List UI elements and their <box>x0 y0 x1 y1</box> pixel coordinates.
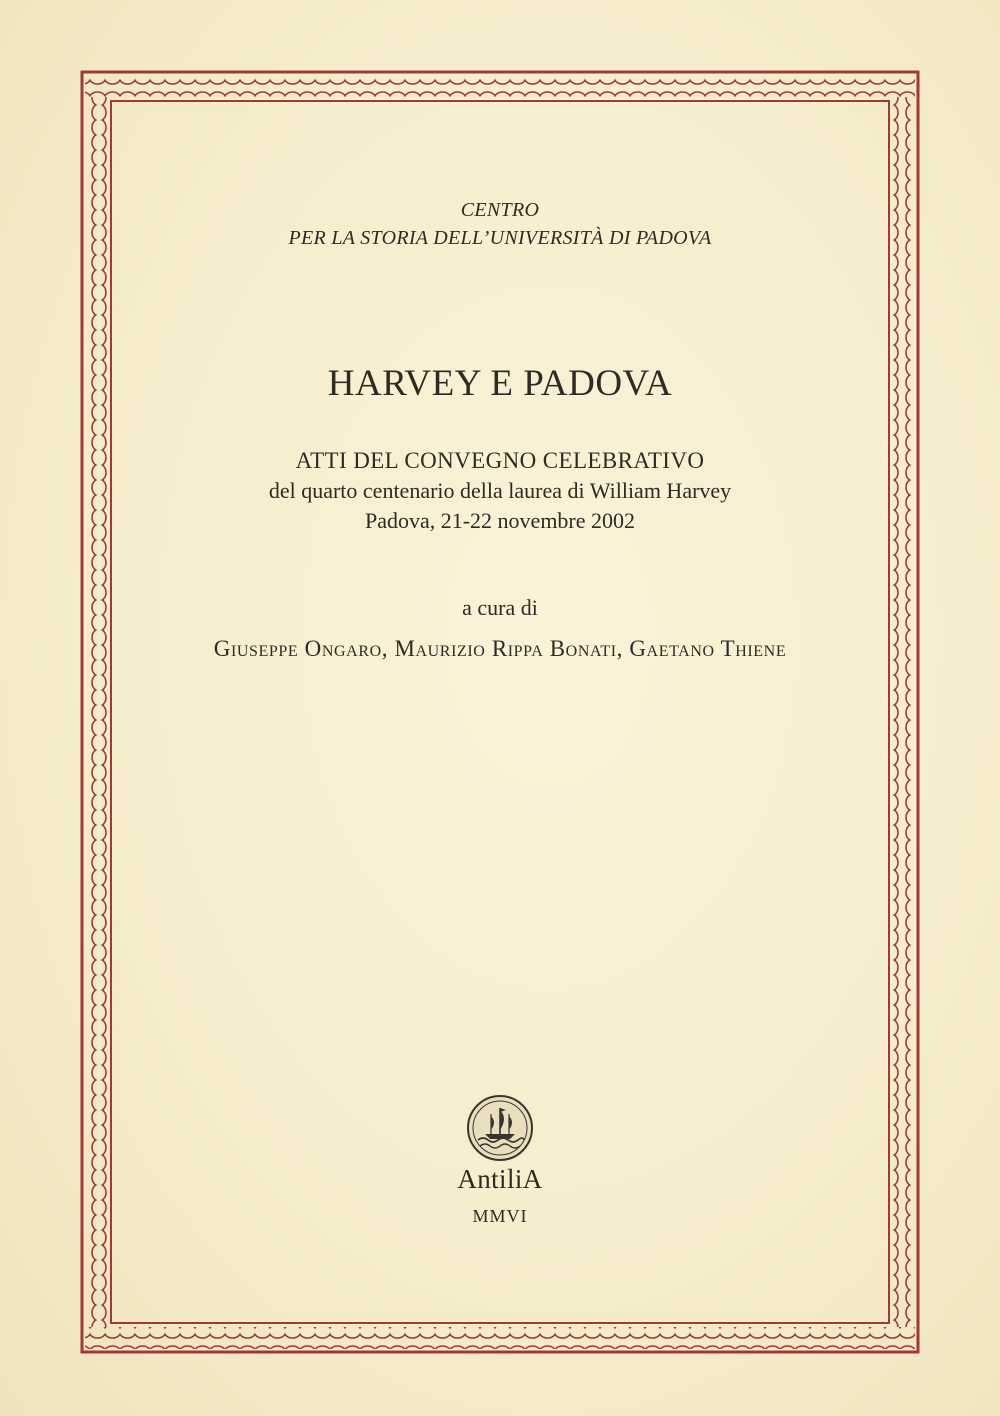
subtitle-line-2: del quarto centenario della laurea di William Harvey <box>268 478 732 503</box>
institution-name <box>0 196 1000 252</box>
institution-line-1: CENTRO <box>460 199 540 221</box>
editors-names: Giuseppe Ongaro, Maurizio Rippa Bonati, Gaetano Thiene <box>213 636 787 661</box>
subtitle-line-3: Padova, 21-22 novembre 2002 <box>364 508 636 533</box>
publisher-name: AntiliA <box>457 1164 543 1194</box>
book-title: HARVEY E PADOVA <box>327 363 673 404</box>
ship-emblem-icon <box>466 1094 534 1162</box>
curators-label: a cura di <box>462 595 538 620</box>
subtitle-line-1: ATTI DEL CONVEGNO CELEBRATIVO <box>295 448 705 473</box>
book-subtitle <box>0 446 1000 536</box>
institution-line-2: PER LA STORIA DELL’UNIVERSITÀ DI PADOVA <box>288 227 712 249</box>
publication-year: MMVI <box>472 1206 528 1226</box>
